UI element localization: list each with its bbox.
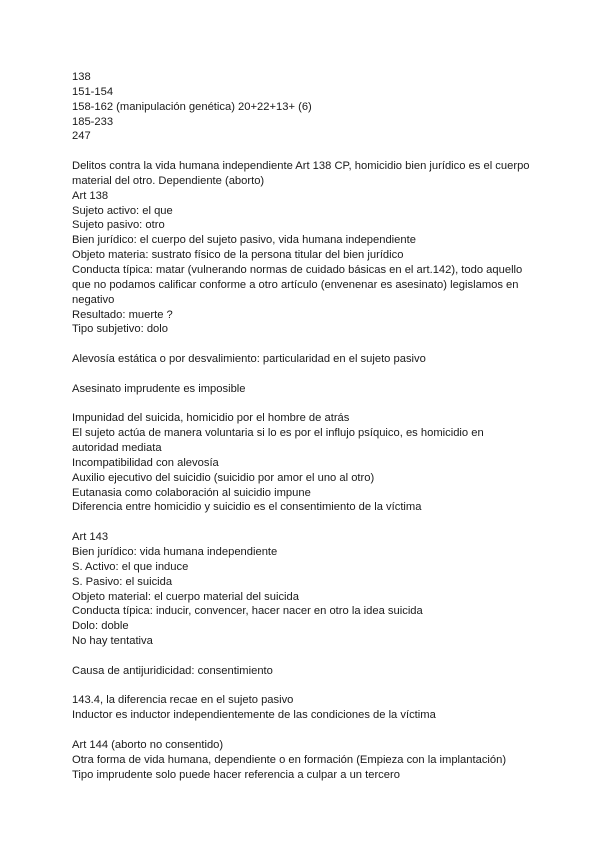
text-line: negativo <box>72 293 115 306</box>
text-line: Objeto materia: sustrato físico de la persona titular del bien jurídico <box>72 249 404 262</box>
blank-line <box>72 367 560 382</box>
text-line: 151-154 <box>72 85 114 98</box>
text-line: S. Pasivo: el suicida <box>72 575 173 588</box>
blank-line <box>72 337 560 352</box>
text-line: Incompatibilidad con alevosía <box>72 456 219 469</box>
text-line: autoridad mediata <box>72 442 162 455</box>
blank-line <box>72 397 560 412</box>
text-line: S. Activo: el que induce <box>72 560 189 573</box>
text-line: material del otro. Dependiente (aborto) <box>72 174 265 187</box>
text-line: Alevosía estática o por desvalimiento: particularidad en el sujeto pasivo <box>72 353 426 366</box>
text-line: Delitos contra la vida humana independiente Art 138 CP, homicidio bien jurídico es el cuerpo <box>72 160 530 173</box>
text-line: Eutanasia como colaboración al suicidio impune <box>72 486 311 499</box>
blank-line <box>72 649 560 664</box>
blank-line <box>72 679 560 694</box>
text-line: Auxilio ejecutivo del suicidio (suicidio por amor el uno al otro) <box>72 471 375 484</box>
text-line: Resultado: muerte ? <box>72 308 173 321</box>
document-body <box>72 70 560 783</box>
text-line: Tipo imprudente solo puede hacer referencia a culpar a un tercero <box>72 768 400 781</box>
text-line: 138 <box>72 71 91 83</box>
text-line: Otra forma de vida humana, dependiente o en formación (Empieza con la implantación) <box>72 753 507 766</box>
text-line: Diferencia entre homicidio y suicidio es el consentimiento de la víctima <box>72 501 422 514</box>
text-line: Art 138 <box>72 189 109 202</box>
text-line: El sujeto actúa de manera voluntaria si lo es por el influjo psíquico, es homicidio en <box>72 427 484 440</box>
text-line: Sujeto activo: el que <box>72 204 173 217</box>
text-line: Sujeto pasivo: otro <box>72 219 165 232</box>
text-line: Art 143 <box>72 531 109 544</box>
text-line: Bien jurídico: vida humana independiente <box>72 546 278 558</box>
text-line: Causa de antijuridicidad: consentimiento <box>72 664 273 677</box>
text-line: Art 144 (aborto no consentido) <box>72 738 224 751</box>
text-line: Tipo subjetivo: dolo <box>72 323 168 336</box>
text-line: No hay tentativa <box>72 635 153 648</box>
text-line: Inductor es inductor independientemente de las condiciones de la víctima <box>72 709 436 722</box>
blank-line <box>72 144 560 159</box>
blank-line <box>72 515 560 530</box>
blank-line <box>72 723 560 738</box>
text-line: Bien jurídico: el cuerpo del sujeto pasivo, vida humana independiente <box>72 234 416 247</box>
text-line: Conducta típica: inducir, convencer, hacer nacer en otro la idea suicida <box>72 605 423 618</box>
text-line: Objeto material: el cuerpo material del suicida <box>72 590 299 603</box>
text-line: Impunidad del suicida, homicidio por el hombre de atrás <box>72 412 350 425</box>
text-line: 158-162 (manipulación genética) 20+22+13+ (6) <box>72 100 312 113</box>
text-line: Asesinato imprudente es imposible <box>72 382 246 395</box>
text-line: 143.4, la diferencia recae en el sujeto pasivo <box>72 694 294 707</box>
text-line: 185-233 <box>72 115 114 128</box>
text-line: 247 <box>72 130 91 143</box>
text-line: que no podamos calificar conforme a otro artículo (envenenar es asesinato) legislamos en <box>72 278 519 291</box>
text-line: Dolo: doble <box>72 620 129 633</box>
text-line: Conducta típica: matar (vulnerando normas de cuidado básicas en el art.142), todo aquello <box>72 263 523 276</box>
